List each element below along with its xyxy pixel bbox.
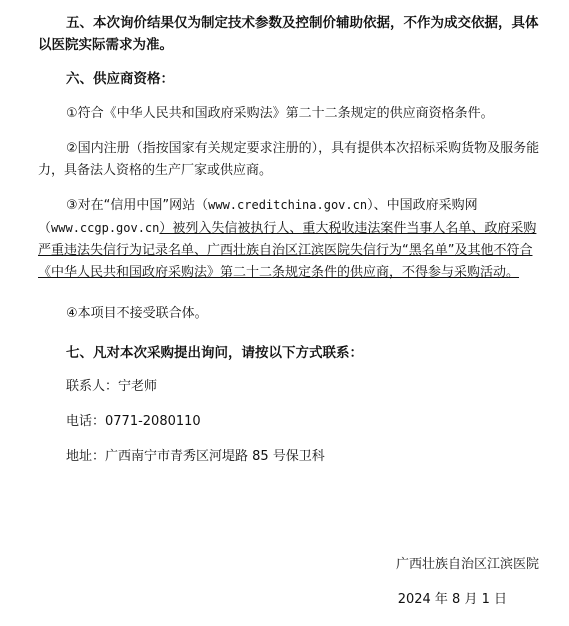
- signature-org: 广西壮族自治区江滨医院: [395, 557, 539, 572]
- contact-address: 地址：广西南宁市青秀区河堤路 85 号保卫科: [66, 449, 325, 464]
- ccgp-url: www.ccgp.gov.cn: [51, 221, 160, 235]
- contact-person: 联系人：宁老师: [66, 379, 158, 394]
- contact-phone: 电话：0771-2080110: [66, 414, 201, 429]
- section6-item1: ①符合《中华人民共和国政府采购法》第二十二条规定的供应商资格条件。: [66, 106, 494, 121]
- section6-item4: ④本项目不接受联合体。: [66, 306, 208, 321]
- item3-prefix: ③对在“信用中国”网站（: [66, 198, 209, 213]
- signature-date: 2024 年 8 月 1 日: [397, 592, 507, 607]
- section7-heading: 七、凡对本次采购提出询问，请按以下方式联系：: [66, 345, 363, 361]
- item3-mid: ）、中国政府采购网（: [38, 198, 478, 236]
- creditchina-url: www.creditchina.gov.cn: [208, 198, 368, 212]
- section6-item2: ②国内注册（指按国家有关规定要求注册的），具有提供本次招标采购货物及服务能力，具备法人资格的生产厂家或供应商。: [38, 141, 540, 178]
- section5-text: 五、本次询价结果仅为制定技术参数及控制价辅助依据，不作为成交依据，具体以医院实际需求为准。: [38, 15, 539, 53]
- item3-rest: ）被列入失信被执行人、重大税收违法案件当事人名单、政府采购严重违法失信行为记录名单、广西壮族自治区江滨医院失信行为“黑名单”及其他不符合《中华人民共和国政府采购法》第二十二条规定条件的供应商，不得参与采购活动。: [38, 221, 537, 280]
- section6-heading: 六、供应商资格：: [66, 71, 174, 87]
- section6-item3: [38, 194, 543, 284]
